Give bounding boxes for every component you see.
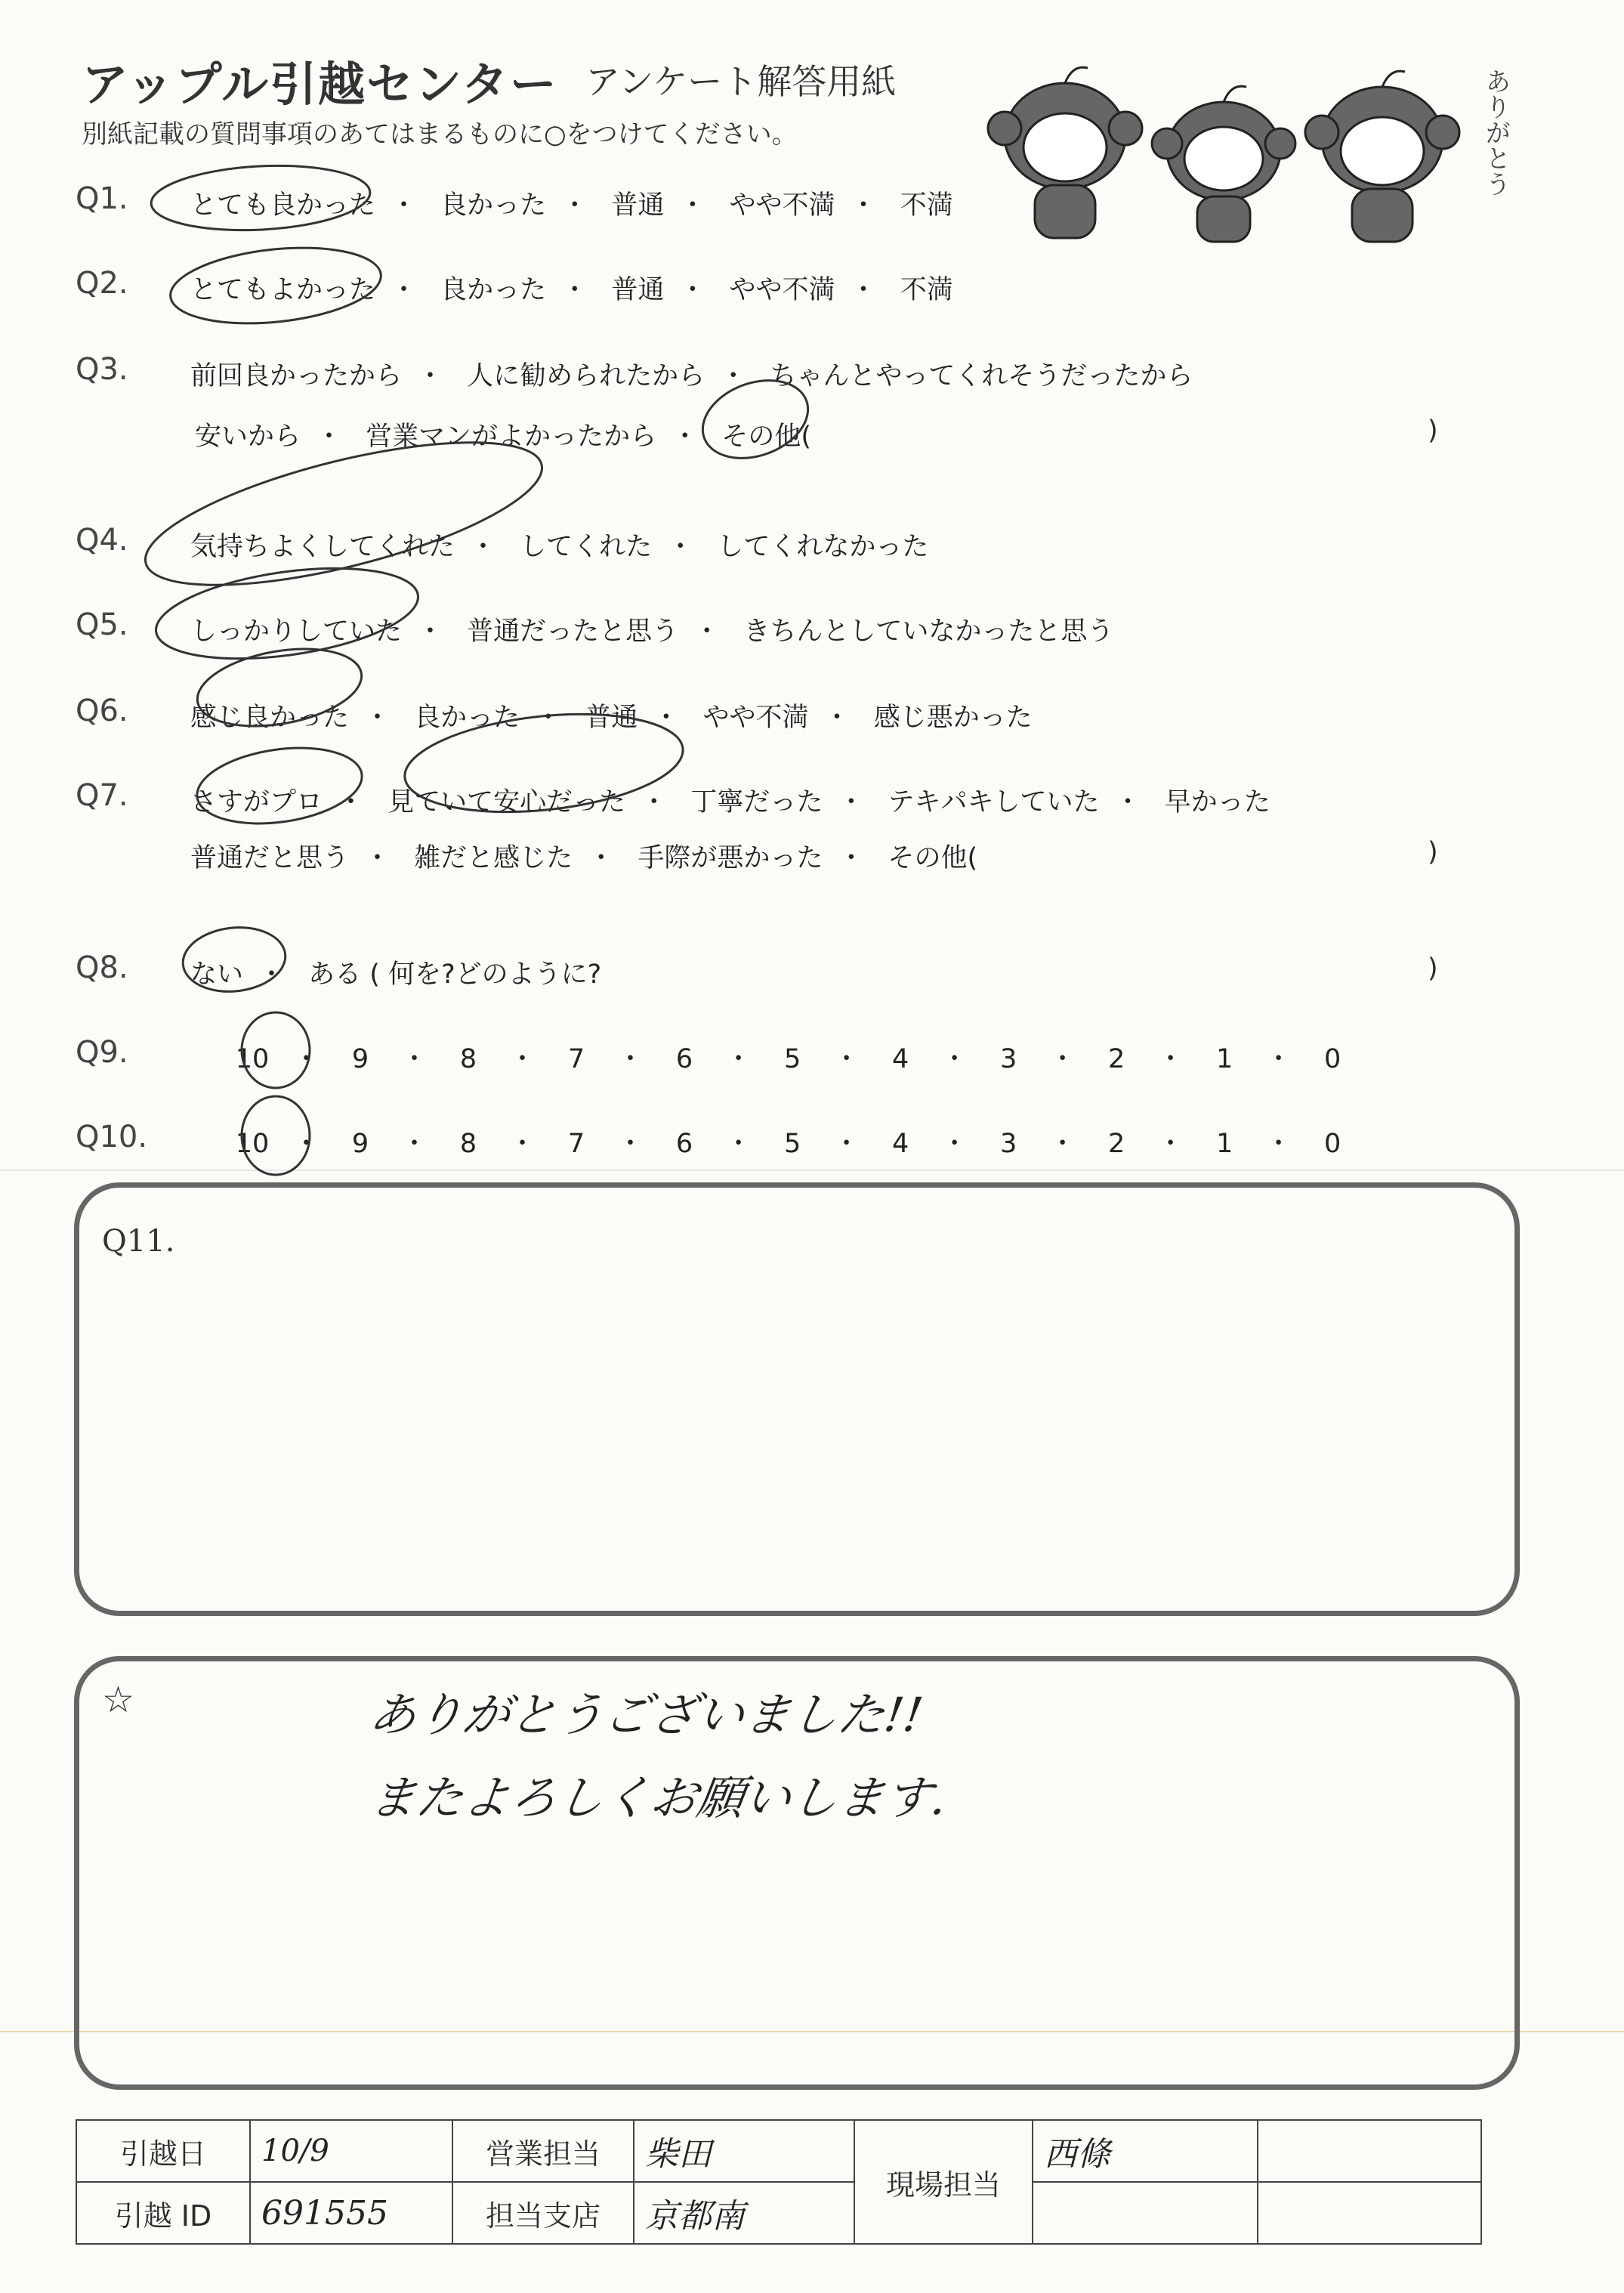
question-number: Q10. <box>76 1120 148 1154</box>
question-number: Q7. <box>76 778 128 813</box>
question-number: Q2. <box>76 266 128 301</box>
q8-option-2[interactable]: ある ( 何を?どのように? <box>308 960 602 990</box>
info-row-1 <box>76 2120 1481 2182</box>
q6-option-3[interactable]: 普通 <box>585 703 638 733</box>
close-paren: ) <box>1428 953 1438 984</box>
q9-score-7[interactable]: 7 <box>567 1044 585 1074</box>
q7-option-1[interactable]: さすがプロ <box>190 787 323 817</box>
q7-option-2[interactable]: 見ていて安心だった <box>387 787 626 817</box>
q3-option-other[interactable]: その他( <box>721 422 811 452</box>
q3-option-4[interactable]: 安いから <box>195 422 301 452</box>
question-q3-line2: 安いから ・ 営業マンがよかったから ・ その他( ) <box>195 416 1438 452</box>
q3-option-5[interactable]: 営業マンがよかったから <box>366 422 657 452</box>
q9-score-3[interactable]: 3 <box>999 1044 1017 1074</box>
q3-option-3[interactable]: ちゃんとやってくれそうだったから <box>770 361 1193 391</box>
q10-score-1[interactable]: 1 <box>1216 1129 1233 1159</box>
question-q7: Q7. さすがプロ ・ 見ていて安心だった ・ 丁寧だった ・ テキパキしていた ・ 早かった <box>76 778 1270 817</box>
move-id-value: 691555 <box>261 2193 388 2233</box>
q8-option-1[interactable]: ない <box>190 960 244 990</box>
q7-option-3[interactable]: 丁寧だった <box>690 787 823 817</box>
q2-option-5[interactable]: 不満 <box>900 275 953 305</box>
question-number: Q3. <box>76 352 128 387</box>
q9-score-0[interactable]: 0 <box>1324 1044 1341 1074</box>
q3-option-1[interactable]: 前回良かったから <box>190 361 403 391</box>
info-row-2 <box>76 2182 1481 2244</box>
q2-option-4[interactable]: やや不満 <box>729 275 835 305</box>
q3-option-2[interactable]: 人に勧められたから <box>467 361 705 391</box>
q10-score-6[interactable]: 6 <box>675 1129 693 1159</box>
q10-score-9[interactable]: 9 <box>351 1129 369 1159</box>
q9-score-10[interactable]: 10 <box>235 1044 270 1074</box>
sales-label: 営業担当 <box>452 2120 634 2182</box>
question-q5: Q5. しっかりしていた ・ 普通だったと思う ・ きちんとしていなかったと思う <box>76 607 1114 647</box>
question-q10: Q10. 10 ・ 9 ・ 8 ・ 7 ・ 6 ・ 5 ・ 4 ・ 3 ・ 2 ・ 1 ・ 0 <box>0 1120 1624 1180</box>
q2-option-3[interactable]: 普通 <box>611 275 665 305</box>
move-id-label: 引越 ID <box>76 2182 250 2244</box>
q9-score-4[interactable]: 4 <box>891 1044 909 1074</box>
q4-option-3[interactable]: してくれなかった <box>717 532 929 562</box>
question-number: Q4. <box>76 523 128 558</box>
q9-score-9[interactable]: 9 <box>351 1044 369 1074</box>
q10-score-7[interactable]: 7 <box>567 1129 585 1159</box>
q9-score-8[interactable]: 8 <box>459 1044 477 1074</box>
close-paren: ) <box>1428 416 1438 446</box>
q5-option-2[interactable]: 普通だったと思う <box>467 617 679 647</box>
move-date-label: 引越日 <box>76 2120 250 2182</box>
q7-option-7[interactable]: 雑だと感じた <box>414 843 573 873</box>
q7-option-6[interactable]: 普通だと思う <box>190 843 350 873</box>
branch-value: 京都南 <box>645 2197 745 2236</box>
question-number: Q9. <box>76 1035 128 1070</box>
site-label: 現場担当 <box>854 2120 1033 2244</box>
q4-option-1[interactable]: 気持ちよくしてくれた <box>190 532 455 562</box>
question-number: Q1. <box>76 181 128 216</box>
q2-option-2[interactable]: 良かった <box>440 275 547 305</box>
mascot-caption: ありがとう <box>1480 68 1511 196</box>
info-table <box>76 2119 1482 2245</box>
star-icon: ☆ <box>102 1679 135 1721</box>
question-q3: Q3. 前回良かったから ・ 人に勧められたから ・ ちゃんとやってくれそうだったから <box>76 352 1193 391</box>
question-q8: Q8. ない ・ ある ( 何を?どのように? ) <box>76 950 1438 990</box>
instruction-text: 別紙記載の質問事項のあてはまるものに○をつけてください。 <box>82 119 798 150</box>
move-date-field[interactable] <box>250 2120 452 2182</box>
comment-line-2: またよろしくお願いします. <box>366 1770 951 1825</box>
q6-option-2[interactable]: 良かった <box>414 703 520 733</box>
site-field[interactable] <box>1033 2120 1258 2182</box>
q1-option-3[interactable]: 普通 <box>611 190 665 221</box>
branch-label: 担当支店 <box>452 2182 634 2244</box>
question-q9: Q9. 10 ・ 9 ・ 8 ・ 7 ・ 6 ・ 5 ・ 4 ・ 3 ・ 2 ・ 1 ・ 0 <box>0 1035 1624 1096</box>
site-value: 西條 <box>1044 2135 1110 2174</box>
q9-score-6[interactable]: 6 <box>675 1044 693 1074</box>
q5-option-3[interactable]: きちんとしていなかったと思う <box>743 617 1114 647</box>
question-q4: Q4. 気持ちよくしてくれた ・ してくれた ・ してくれなかった <box>76 523 929 562</box>
q7-option-4[interactable]: テキパキしていた <box>888 787 1100 817</box>
q1-option-1[interactable]: とても良かった <box>190 190 376 221</box>
q11-label: Q11. <box>102 1224 175 1259</box>
site-field-2[interactable] <box>1033 2182 1258 2244</box>
q1-option-2[interactable]: 良かった <box>440 190 547 221</box>
q2-option-1[interactable]: とてもよかった <box>190 275 376 305</box>
q10-score-4[interactable]: 4 <box>891 1129 909 1159</box>
site-extra-field-2[interactable] <box>1258 2182 1481 2244</box>
q7-option-5[interactable]: 早かった <box>1164 787 1270 817</box>
q6-option-4[interactable]: やや不満 <box>702 703 809 733</box>
form-title: アンケート解答用紙 <box>585 61 897 102</box>
sales-field[interactable] <box>634 2120 854 2182</box>
q7-option-other[interactable]: その他( <box>888 843 978 873</box>
q9-score-2[interactable]: 2 <box>1107 1044 1125 1074</box>
q11-answer-box[interactable] <box>74 1182 1520 1616</box>
question-q6: Q6. 感じ良かった ・ 良かった ・ 普通 ・ やや不満 ・ 感じ悪かった <box>76 694 1033 733</box>
site-extra-field-1[interactable] <box>1258 2120 1481 2182</box>
question-q7-line2: 普通だと思う ・ 雑だと感じた ・ 手際が悪かった ・ その他( ) <box>190 837 1438 873</box>
question-number: Q6. <box>76 694 128 728</box>
q1-option-4[interactable]: やや不満 <box>729 190 835 221</box>
q7-option-8[interactable]: 手際が悪かった <box>638 843 823 873</box>
comment-line-1: ありがとうございました!! <box>366 1687 927 1742</box>
q9-score-1[interactable]: 1 <box>1216 1044 1233 1074</box>
q1-option-5[interactable]: 不満 <box>900 190 953 221</box>
question-number: Q5. <box>76 607 128 642</box>
q10-score-5[interactable]: 5 <box>783 1129 801 1159</box>
move-date-value: 10/9 <box>261 2134 329 2168</box>
q10-score-10[interactable]: 10 <box>235 1129 270 1159</box>
move-id-field[interactable] <box>250 2182 452 2244</box>
q6-option-5[interactable]: 感じ悪かった <box>873 703 1033 733</box>
close-paren: ) <box>1428 837 1438 867</box>
q10-score-8[interactable]: 8 <box>459 1129 477 1159</box>
question-q1: Q1. とても良かった ・ 良かった ・ 普通 ・ やや不満 ・ 不満 <box>76 181 953 221</box>
q5-option-1[interactable]: しっかりしていた <box>190 617 403 647</box>
q9-score-5[interactable]: 5 <box>783 1044 801 1074</box>
branch-field[interactable] <box>634 2182 854 2244</box>
q10-score-2[interactable]: 2 <box>1107 1129 1125 1159</box>
sales-value: 柴田 <box>645 2135 712 2174</box>
q10-score-0[interactable]: 0 <box>1324 1129 1341 1159</box>
q10-score-3[interactable]: 3 <box>999 1129 1017 1159</box>
question-q2: Q2. とてもよかった ・ 良かった ・ 普通 ・ やや不満 ・ 不満 <box>76 266 953 305</box>
q6-option-1[interactable]: 感じ良かった <box>190 703 350 733</box>
q4-option-2[interactable]: してくれた <box>520 532 653 562</box>
company-title: アップル引越センター <box>82 57 558 112</box>
question-number: Q8. <box>76 950 128 985</box>
